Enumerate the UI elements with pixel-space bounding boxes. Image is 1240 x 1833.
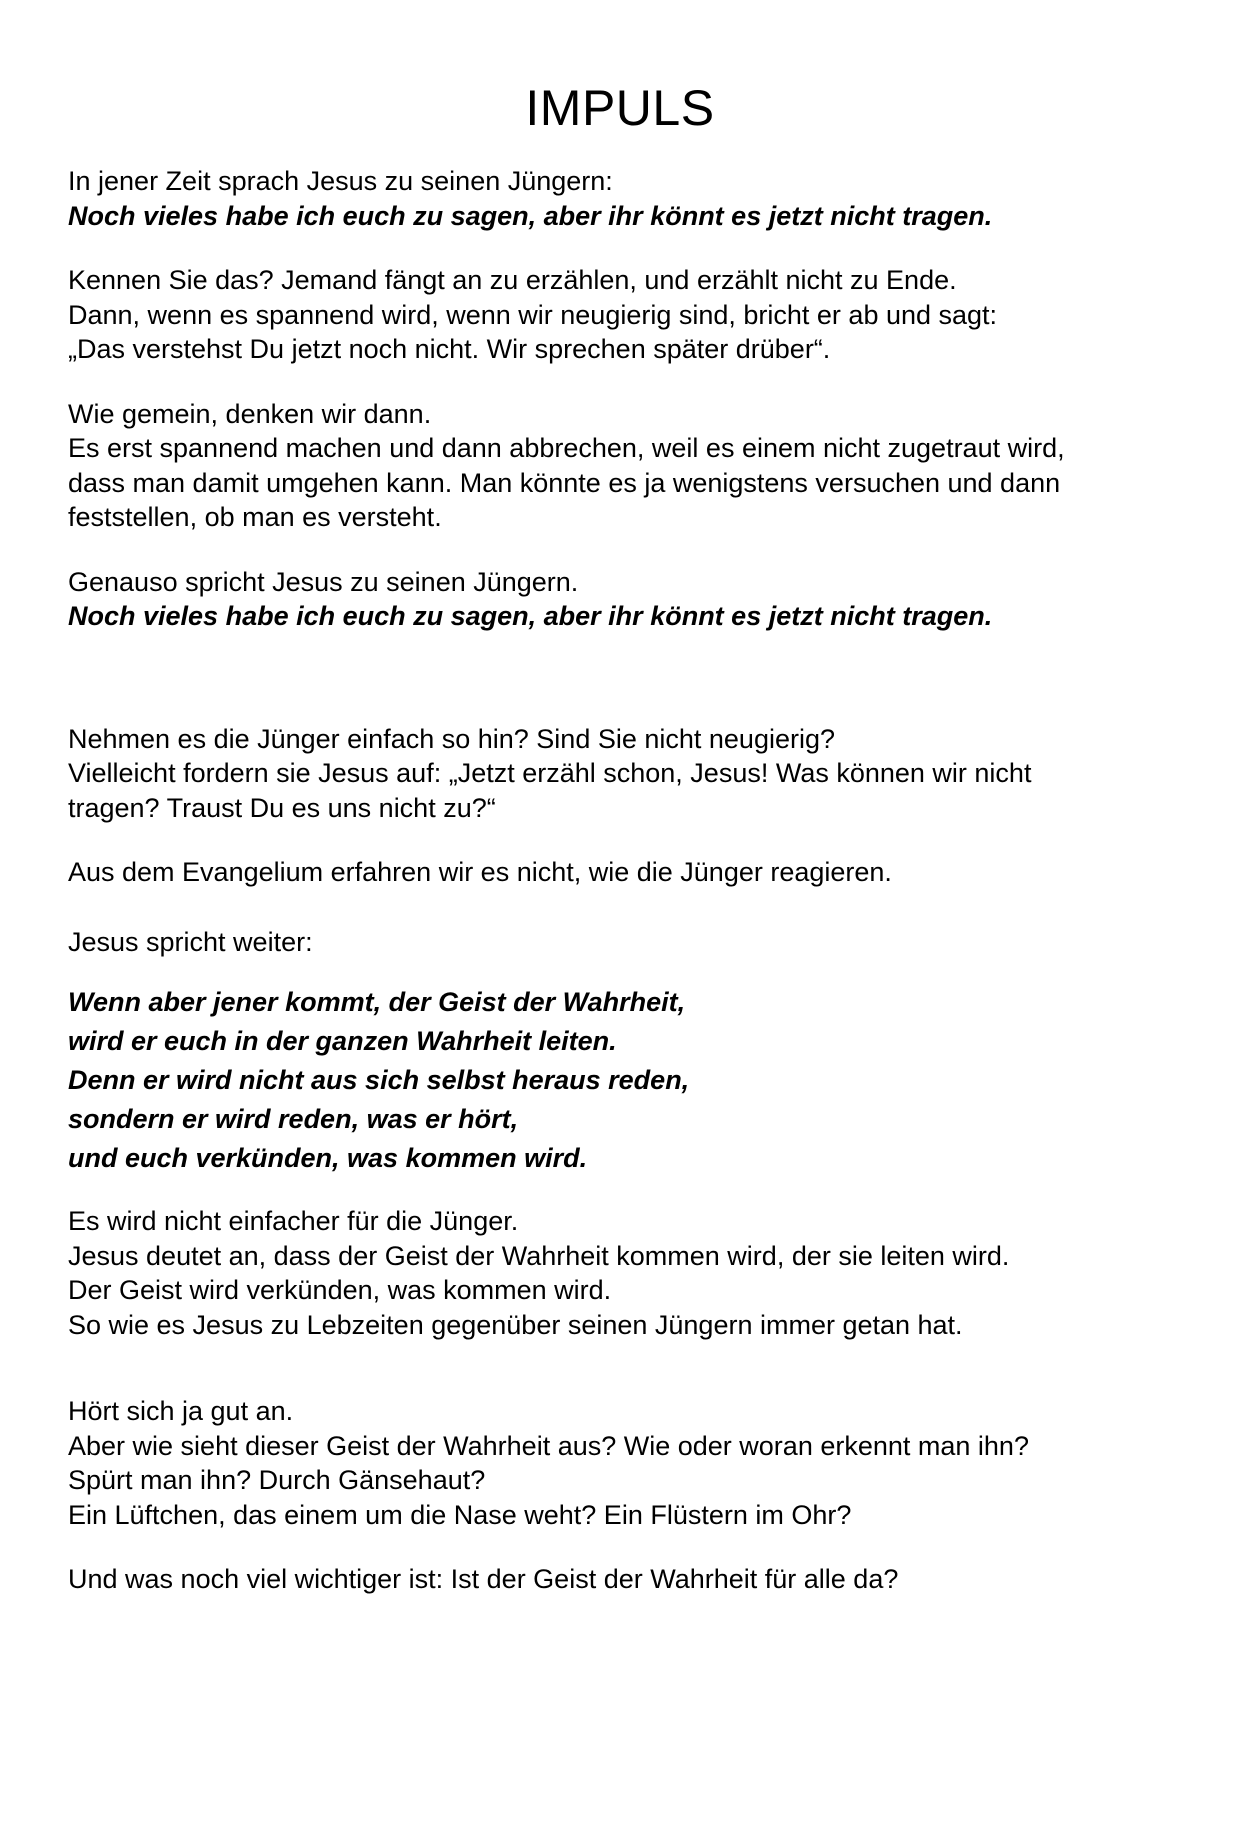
text-line: Aus dem Evangelium erfahren wir es nicht, wie die Jünger reagieren. [68, 857, 892, 887]
scripture-quote-line: Denn er wird nicht aus sich selbst heraus reden, [68, 1065, 690, 1095]
scripture-quote-line: wird er euch in der ganzen Wahrheit leiten. [68, 1026, 617, 1056]
text-line: Es erst spannend machen und dann abbrechen, weil es einem nicht zugetraut wird, [68, 433, 1065, 463]
text-line: Ein Lüftchen, das einem um die Nase weht? Ein Flüstern im Ohr? [68, 1499, 852, 1530]
scripture-quote-line: und euch verkünden, was kommen wird. [68, 1143, 588, 1173]
scripture-quote-line: sondern er wird reden, was er hört, [68, 1104, 519, 1134]
text-line: Der Geist wird verkünden, was kommen wird. [68, 1275, 612, 1305]
paragraph [68, 263, 1172, 367]
text-line: In jener Zeit sprach Jesus zu seinen Jüngern: [68, 166, 613, 196]
text-line: Nehmen es die Jünger einfach so hin? Sind Sie nicht neugierig? [68, 723, 835, 754]
text-line: dass man damit umgehen kann. Man könnte es ja wenigstens versuchen und dann [68, 467, 1061, 498]
document-page [0, 80, 1240, 1833]
text-line: „Das verstehst Du jetzt noch nicht. Wir sprechen später drüber“. [68, 334, 831, 364]
text-line: Wie gemein, denken wir dann. [68, 398, 432, 429]
text-line: Spürt man ihn? Durch Gänsehaut? [68, 1465, 486, 1495]
scripture-quote-paragraph [68, 983, 1172, 1178]
paragraph [68, 925, 1172, 960]
paragraph [68, 565, 1172, 634]
paragraph [68, 855, 1172, 890]
text-line: Jesus deutet an, dass der Geist der Wahrheit kommen wird, der sie leiten wird. [68, 1240, 1010, 1271]
text-line: Dann, wenn es spannend wird, wenn wir neugierig sind, bricht er ab und sagt: [68, 299, 998, 330]
text-line: So wie es Jesus zu Lebzeiten gegenüber seinen Jüngern immer getan hat. [68, 1309, 963, 1340]
text-line: Jesus spricht weiter: [68, 926, 313, 957]
text-line: tragen? Traust Du es uns nicht zu?“ [68, 792, 496, 823]
text-line: Vielleicht fordern sie Jesus auf: „Jetzt erzähl schon, Jesus! Was können wir nicht [68, 758, 1032, 788]
text-line: feststellen, ob man es versteht. [68, 502, 442, 532]
text-line: Hört sich ja gut an. [68, 1396, 294, 1426]
paragraph [68, 1394, 1172, 1532]
scripture-quote-line: Noch vieles habe ich euch zu sagen, aber ihr könnt es jetzt nicht tragen. [68, 200, 993, 231]
text-line: Aber wie sieht dieser Geist der Wahrheit aus? Wie oder woran erkennt man ihn? [68, 1430, 1029, 1461]
scripture-quote-line: Wenn aber jener kommt, der Geist der Wahrheit, [68, 987, 686, 1017]
paragraph [68, 397, 1172, 535]
text-line: Genauso spricht Jesus zu seinen Jüngern. [68, 566, 579, 597]
text-line: Kennen Sie das? Jemand fängt an zu erzählen, und erzählt nicht zu Ende. [68, 265, 957, 295]
scripture-quote-line: Noch vieles habe ich euch zu sagen, aber ihr könnt es jetzt nicht tragen. [68, 601, 993, 631]
page-title: IMPULS [525, 80, 715, 136]
paragraph [68, 164, 1172, 233]
text-line: Es wird nicht einfacher für die Jünger. [68, 1206, 519, 1236]
paragraph [68, 1204, 1172, 1342]
paragraph [68, 722, 1172, 826]
paragraph [68, 1562, 1172, 1597]
text-line: Und was noch viel wichtiger ist: Ist der Geist der Wahrheit für alle da? [68, 1564, 899, 1594]
